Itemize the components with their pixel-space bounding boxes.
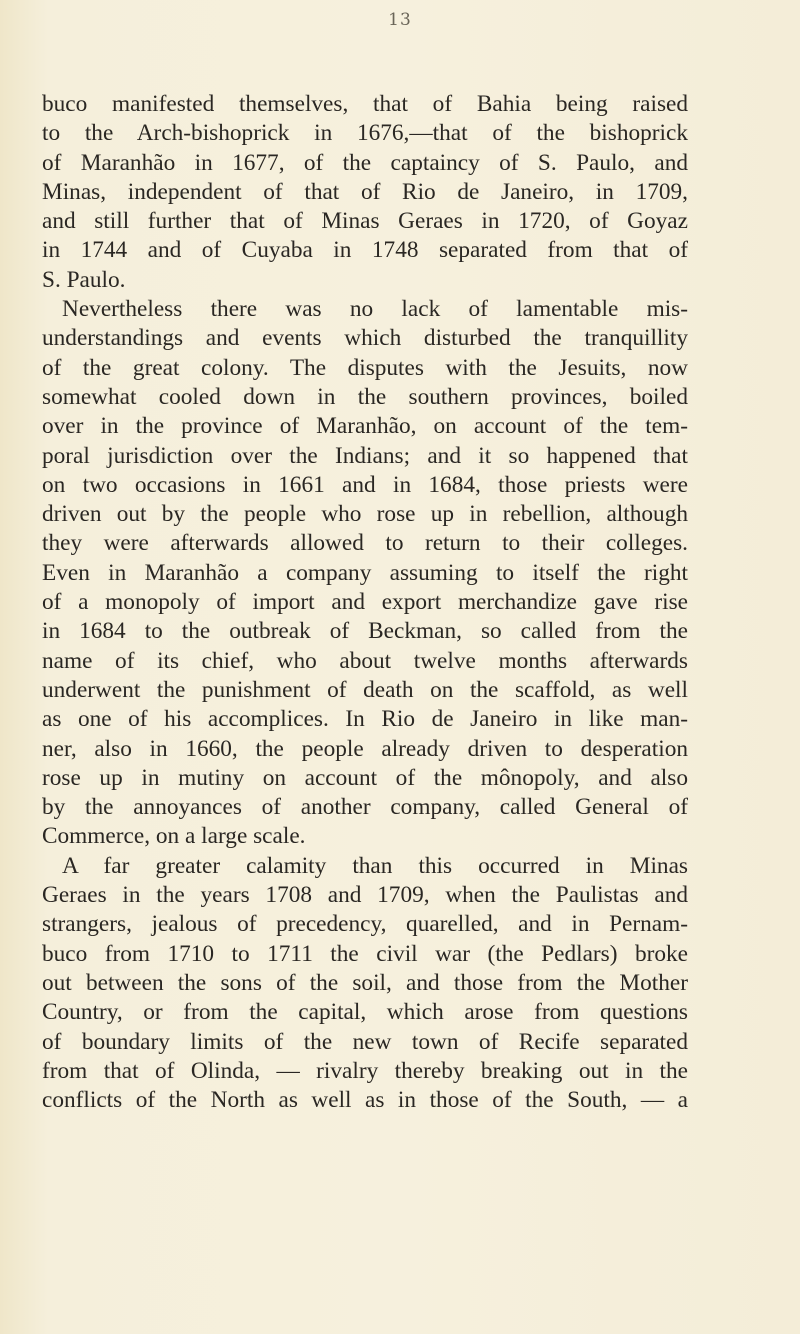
text-line: they were afterwards allowed to return to their colleges.: [42, 530, 688, 557]
body-text: [42, 90, 688, 1115]
text-line: of boundary limits of the new town of Recife separated: [42, 1028, 688, 1055]
text-line: from that of Olinda, — rivalry thereby breaking out in the: [42, 1057, 688, 1084]
text-line: in 1744 and of Cuyaba in 1748 separated from that of: [42, 237, 688, 264]
text-line: over in the province of Maranhão, on account of the tem-: [42, 413, 688, 440]
text-line: underwent the punishment of death on the scaffold, as well: [42, 676, 688, 703]
text-line: and still further that of Minas Geraes in 1720, of Goyaz: [42, 208, 688, 235]
text-line: of a monopoly of import and export merchandize gave rise: [42, 589, 688, 616]
text-line: by the annoyances of another company, called General of: [42, 794, 688, 821]
page-number: 13: [388, 10, 412, 30]
text-line: out between the sons of the soil, and those from the Mother: [42, 969, 688, 996]
text-line: Minas, independent of that of Rio de Janeiro, in 1709,: [42, 178, 688, 205]
text-line: Even in Maranhão a company assuming to itself the right: [42, 559, 688, 586]
text-line: buco manifested themselves, that of Bahia being raised: [42, 91, 688, 117]
text-line: poral jurisdiction over the Indians; and it so happened that: [42, 442, 688, 469]
text-line: driven out by the people who rose up in rebellion, although: [42, 501, 688, 528]
text-line: A far greater calamity than this occurred in Minas: [62, 852, 688, 879]
text-line: Geraes in the years 1708 and 1709, when the Paulistas and: [42, 882, 688, 909]
text-line: name of its chief, who about twelve months afterwards: [42, 647, 688, 674]
text-line: in 1684 to the outbreak of Beckman, so called from the: [42, 618, 688, 645]
text-line: understandings and events which disturbed the tranquillity: [42, 325, 688, 352]
text-line: ner, also in 1660, the people already driven to desperation: [42, 735, 688, 762]
text-line: to the Arch-bishoprick in 1676,—that of the bishoprick: [42, 120, 688, 147]
text-line: Country, or from the capital, which arose from questions: [42, 999, 688, 1026]
text-line: of Maranhão in 1677, of the captaincy of S. Paulo, and: [42, 149, 688, 176]
text-line: strangers, jealous of precedency, quarelled, and in Pernam-: [42, 911, 688, 938]
text-line: conflicts of the North as well as in those of the South, — a: [42, 1087, 688, 1114]
text-line: somewhat cooled down in the southern provinces, boiled: [42, 383, 688, 410]
text-line: Commerce, on a large scale.: [42, 823, 306, 850]
text-line: on two occasions in 1661 and in 1684, those priests were: [42, 471, 688, 498]
text-line: rose up in mutiny on account of the mônopoly, and also: [42, 764, 688, 791]
text-line: of the great colony. The disputes with the Jesuits, now: [42, 354, 688, 381]
text-line: Nevertheless there was no lack of lamentable mis-: [62, 296, 688, 323]
text-line: S. Paulo.: [42, 266, 126, 293]
text-line: as one of his accomplices. In Rio de Janeiro in like man-: [42, 706, 688, 733]
text-line: buco from 1710 to 1711 the civil war (the Pedlars) broke: [42, 940, 688, 967]
